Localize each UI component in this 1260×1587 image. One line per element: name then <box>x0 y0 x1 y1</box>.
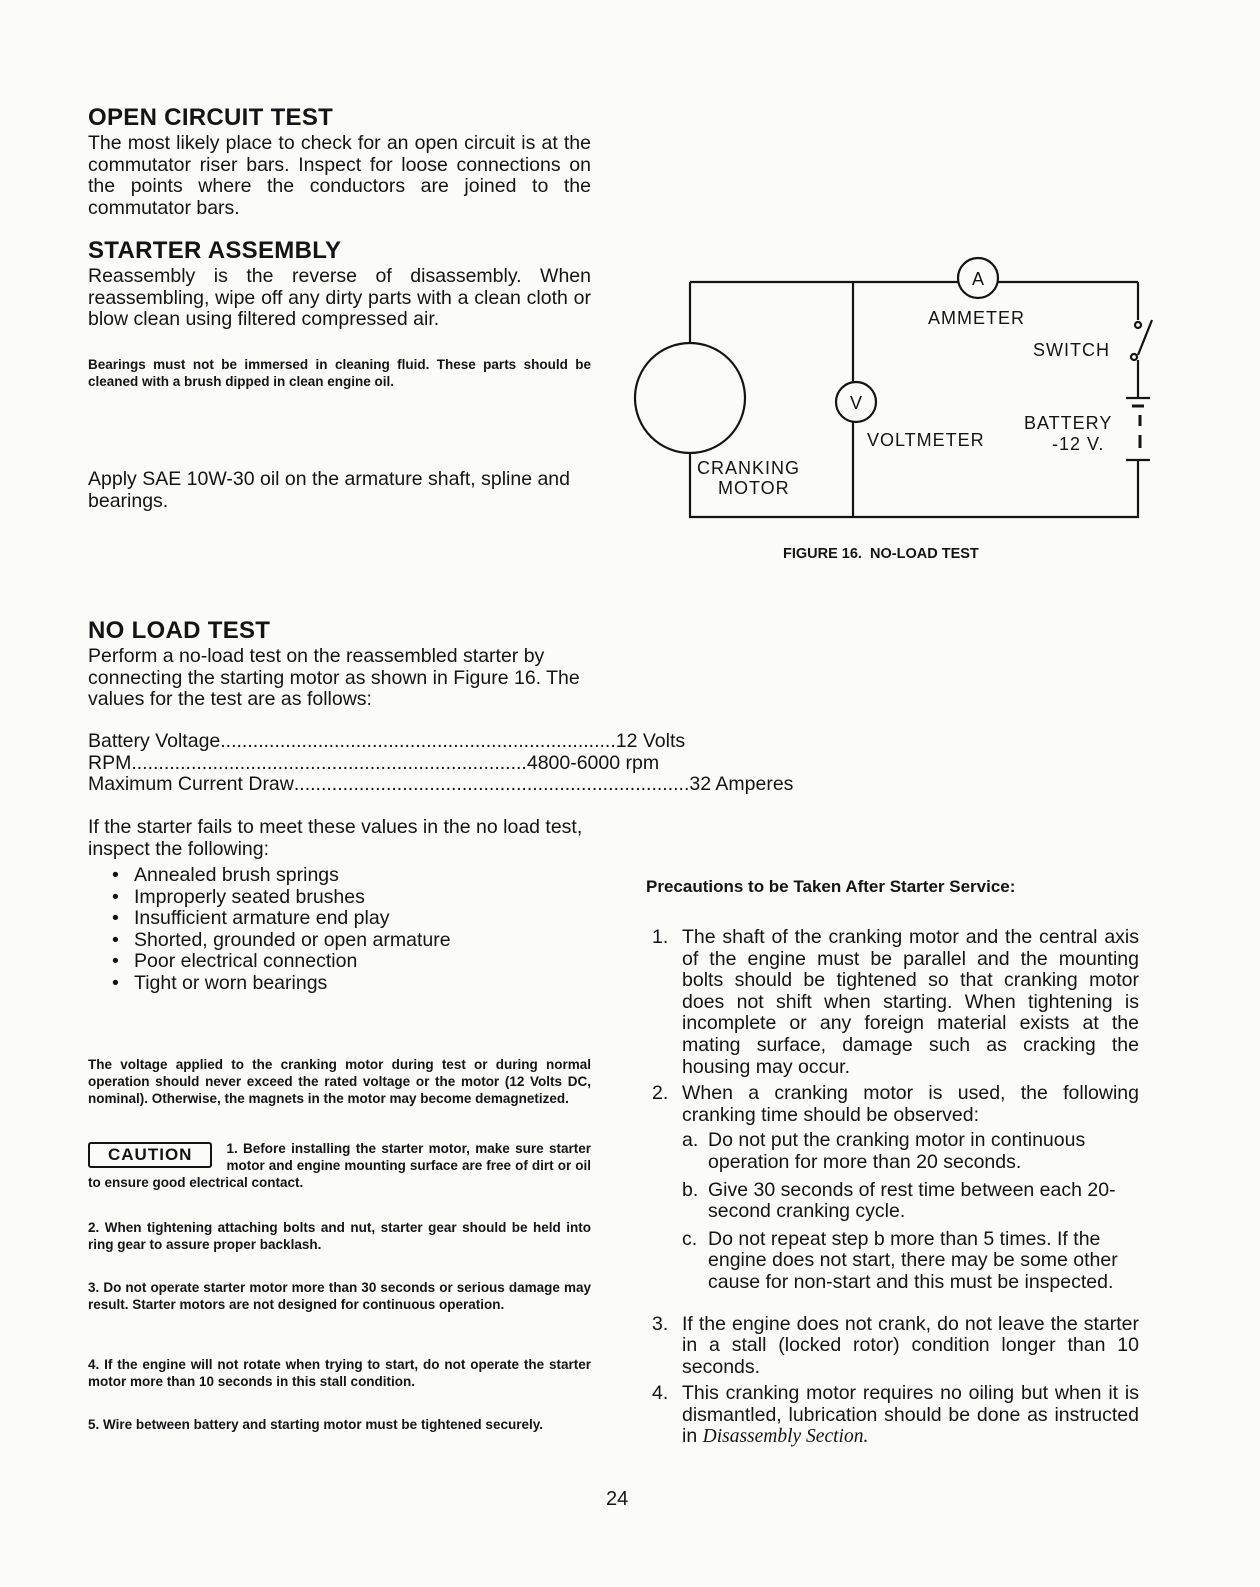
open-circuit-heading: OPEN CIRCUIT TEST <box>88 104 334 131</box>
precautions-heading: Precautions to be Taken After Starter Service: <box>646 877 1016 896</box>
switch-contact-bottom <box>1131 354 1137 360</box>
ammeter-label: AMMETER <box>928 308 1025 328</box>
spec-value: 32 Amperes <box>689 773 794 796</box>
list-item <box>648 1314 1139 1379</box>
leader-dots: ......................................................................... <box>220 730 616 752</box>
item-text: If the engine does not crank, do not leave the starter in a stall (locked rotor) condition longer than 10 seconds. <box>682 1312 1139 1378</box>
no-load-intro: Perform a no-load test on the reassembled starter by connecting the starting motor as shown in Figure 16. The values for the test are as follows: <box>88 645 580 711</box>
starter-assembly-body: Reassembly is the reverse of disassembly. When reassembling, wipe off any dirty parts with a clean cloth or blow clean using filtered compressed air. <box>88 265 591 331</box>
section-reference: Disassembly Section. <box>702 1426 869 1448</box>
figure-caption: FIGURE 16. NO-LOAD TEST <box>783 546 979 562</box>
spec-value: 4800-6000 rpm <box>526 751 660 774</box>
caution-badge: CAUTION <box>88 1142 212 1168</box>
precautions-list <box>648 927 1139 1448</box>
spec-row <box>88 751 660 775</box>
sub-item-letter: a. <box>682 1129 699 1152</box>
caution-item-5: 5. Wire between battery and starting motor must be tightened securely. <box>88 1417 543 1432</box>
sub-list <box>682 1130 1139 1293</box>
list-item <box>648 1383 1139 1448</box>
leader-dots: ......................................................................... <box>293 773 690 796</box>
sub-item-text: Do not put the cranking motor in continuous operation for more than 20 seconds. <box>708 1129 1086 1173</box>
spec-label: RPM <box>88 751 132 774</box>
switch-contact-top <box>1135 322 1141 328</box>
starter-assembly-heading: STARTER ASSEMBLY <box>88 237 342 264</box>
item-text: When a cranking motor is used, the following cranking time should be observed: <box>682 1082 1139 1126</box>
sub-item-text: Do not repeat step b more than 5 times. If the engine does not start, there may be some other cause for non-start and this must be inspected. <box>708 1227 1118 1293</box>
list-item: • Tight or worn bearings <box>112 973 572 995</box>
spec-list <box>88 730 794 796</box>
item-number: 4. <box>652 1382 669 1405</box>
page-number: 24 <box>606 1488 629 1510</box>
item-text: The shaft of the cranking motor and the central axis of the engine must be parallel and the mounting bolts should be tightened so that cranking motor does not shift when starting. When tightening is incomplete or any foreign material exists at the mating surface, damage such as cracking the housing may occur. <box>682 926 1139 1078</box>
spec-label: Maximum Current Draw <box>88 773 294 796</box>
list-item <box>648 1083 1139 1293</box>
ammeter-symbol-label: A <box>971 269 985 289</box>
caution-item-2: 2. When tightening attaching bolts and nut, starter gear should be held into ring gear to assure proper backlash. <box>88 1220 591 1252</box>
sub-item-letter: b. <box>682 1178 699 1201</box>
voltmeter-symbol-label: V <box>849 393 863 413</box>
inspection-list <box>112 865 572 995</box>
battery-label: BATTERY <box>1024 413 1113 433</box>
caution-block <box>88 1140 591 1191</box>
switch-label: SWITCH <box>1033 340 1110 360</box>
sub-item <box>682 1229 1139 1294</box>
spec-label: Battery Voltage <box>88 730 221 752</box>
list-item: • Insufficient armature end play <box>112 908 572 930</box>
spec-row <box>88 773 794 796</box>
no-load-heading: NO LOAD TEST <box>88 617 271 644</box>
fail-text: If the starter fails to meet these values in the no load test, inspect the following: <box>88 816 583 860</box>
sub-item <box>682 1180 1139 1223</box>
battery-value: -12 V. <box>1052 434 1105 454</box>
leader-dots: ......................................................................... <box>131 751 527 774</box>
voltmeter-label: VOLTMETER <box>867 430 985 450</box>
list-item: • Shorted, grounded or open armature <box>112 930 572 952</box>
sub-item-text: Give 30 seconds of rest time between each 20-second cranking cycle. <box>708 1178 1116 1223</box>
spec-value: 12 Volts <box>615 730 686 752</box>
item-text: This cranking motor requires no oiling but when it is dismantled, lubrication should be done as instructed in <box>682 1382 1139 1448</box>
item-number: 3. <box>652 1312 669 1335</box>
caution-item-1: 1. Before installing the starter motor, make sure starter motor and engine mounting surface are free of dirt or oil to ensure good electrical contact. <box>88 1141 591 1190</box>
caution-item-3: 3. Do not operate starter motor more than 30 seconds or serious damage may result. Starter motors are not designed for continuous operation. <box>88 1280 591 1312</box>
item-number: 1. <box>652 926 669 948</box>
sub-item-letter: c. <box>682 1227 698 1250</box>
oil-instruction: Apply SAE 10W-30 oil on the armature shaft, spline and bearings. <box>88 468 570 512</box>
list-item: • Improperly seated brushes <box>112 887 572 909</box>
bearings-note: Bearings must not be immersed in cleaning fluid. These parts should be cleaned with a brush dipped in clean engine oil. <box>88 357 591 389</box>
sub-item <box>682 1130 1139 1173</box>
cranking-motor-symbol <box>635 343 745 453</box>
spec-row <box>88 730 686 753</box>
list-item: • Poor electrical connection <box>112 951 572 973</box>
cranking-motor-label-line2: MOTOR <box>718 478 790 498</box>
cranking-motor-label-line1: CRANKING <box>697 458 801 478</box>
list-item <box>648 927 1139 1078</box>
caution-item-4: 4. If the engine will not rotate when trying to start, do not operate the starter motor more than 10 seconds in this stall condition. <box>88 1357 591 1389</box>
list-item: • Annealed brush springs <box>112 865 572 887</box>
open-circuit-body: The most likely place to check for an open circuit is at the commutator riser bars. Inspect for loose connections on the points where the conductors are joined to the commutator bars. <box>88 132 591 219</box>
no-load-test-diagram <box>620 240 1180 540</box>
voltage-note: The voltage applied to the cranking motor during test or during normal operation should never exceed the rated voltage or the motor (12 Volts DC, nominal). Otherwise, the magnets in the motor may become demagnetized. <box>88 1057 591 1106</box>
item-number: 2. <box>652 1082 669 1105</box>
